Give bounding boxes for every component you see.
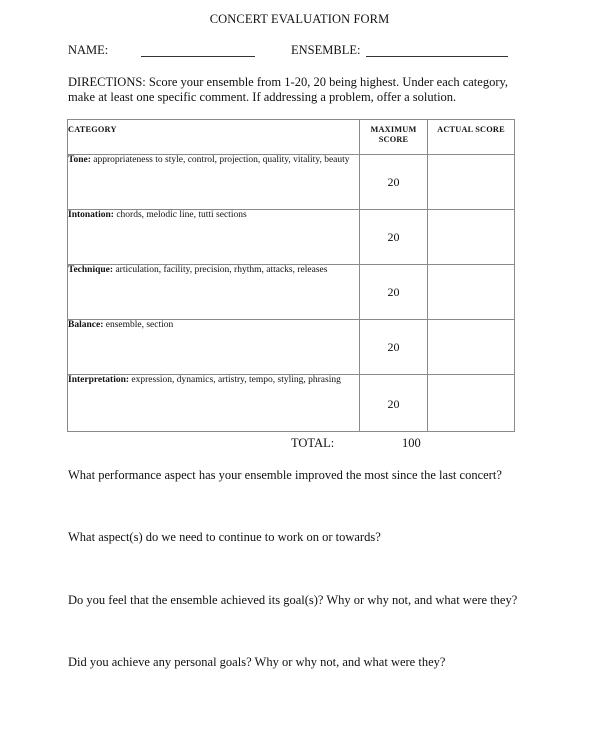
table-row [68,265,515,320]
maximum-score-value: 20 [387,175,400,189]
header-category: CATEGORY [68,120,360,155]
table-row [68,155,515,210]
category-cell [68,210,360,265]
header-actual-score: ACTUAL SCORE [428,120,515,155]
table-header-row [68,120,515,155]
category-name: Balance: [68,320,104,330]
category-description: appropriateness to style, control, projection, quality, vitality, beauty [93,155,350,165]
maximum-score-cell [360,155,428,210]
question-continue-work: What aspect(s) do we need to continue to work on or towards? [68,530,381,544]
name-label: NAME: [68,43,109,57]
maximum-score-cell [360,210,428,265]
actual-score-cell[interactable] [428,155,515,210]
table-row [68,320,515,375]
maximum-score-cell [360,375,428,432]
question-improved-most: What performance aspect has your ensemble improved the most since the last concert? [68,468,502,482]
category-name: Intonation: [68,210,114,220]
category-name: Tone: [68,155,91,165]
maximum-score-value: 20 [387,285,400,299]
header-maximum-score [360,120,428,155]
category-description: articulation, facility, precision, rhythm, attacks, releases [115,265,328,275]
category-cell [68,375,360,432]
actual-score-cell[interactable] [428,210,515,265]
actual-score-cell[interactable] [428,320,515,375]
category-cell [68,265,360,320]
evaluation-table [67,119,515,432]
maximum-score-value: 20 [387,230,400,244]
category-cell [68,320,360,375]
ensemble-label: ENSEMBLE: [291,43,361,57]
name-field-line[interactable] [141,56,255,57]
category-name: Interpretation: [68,375,130,385]
actual-score-cell[interactable] [428,265,515,320]
maximum-score-cell [360,320,428,375]
category-cell [68,155,360,210]
directions-text: DIRECTIONS: Score your ensemble from 1-20, 20 being highest. Under each category, make at least one specific comment. If addressing a problem, offer a solution. [68,75,509,104]
question-ensemble-goals: Do you feel that the ensemble achieved its goal(s)? Why or why not, and what were they? [68,593,518,607]
total-value: 100 [402,436,421,450]
ensemble-field-line[interactable] [366,56,508,57]
form-title: CONCERT EVALUATION FORM [209,12,390,26]
table-row [68,375,515,432]
maximum-score-value: 20 [387,340,400,354]
total-label: TOTAL: [291,436,335,450]
question-personal-goals: Did you achieve any personal goals? Why or why not, and what were they? [68,655,446,669]
category-description: expression, dynamics, artistry, tempo, styling, phrasing [131,375,341,385]
category-description: chords, melodic line, tutti sections [116,210,247,220]
maximum-score-value: 20 [387,397,400,411]
table-row [68,210,515,265]
header-maximum-score-label: MAXIMUM SCORE [370,125,417,144]
category-description: ensemble, section [105,320,174,330]
maximum-score-cell [360,265,428,320]
actual-score-cell[interactable] [428,375,515,432]
category-name: Technique: [68,265,114,275]
